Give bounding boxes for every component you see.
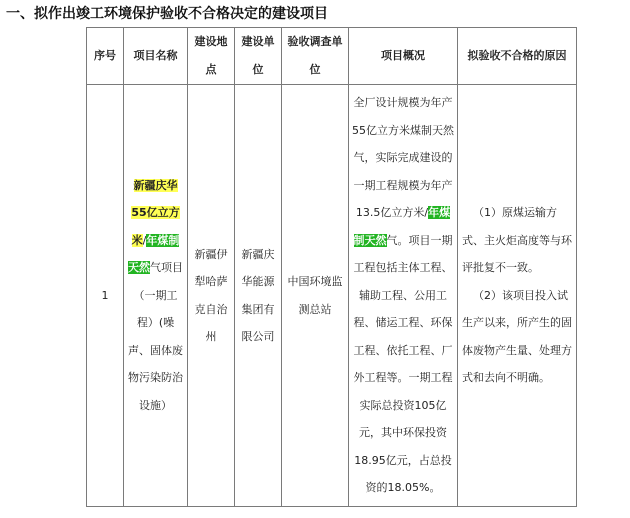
highlight-yellow-text: 新疆庆华55亿立方米 [131,178,180,247]
reason-2: （2）该项目投入试生产以来，所产生的固体废物产生量、处理方式和去向不明确。 [462,288,572,385]
header-project-name: 项目名称 [124,28,188,85]
table-row [87,85,577,507]
header-builder: 建设单位 [235,28,282,85]
cell-builder: 新疆庆华能源集团有限公司 [235,85,282,507]
cell-project-name [124,85,188,507]
overview-text-2: 气。项目一期工程包括主体工程、辅助工程、公用工程、储运工程、环保工程、依托工程、厂外工程等。一期工程实际总投资105亿元，其中环保投资18.95亿元，占总投资的18.05%。 [353,233,453,495]
cell-overview [349,85,458,507]
highlight-green-text: 年煤制天然 [128,233,180,275]
table-header-row [87,28,577,85]
reason-1: （1）原煤运输方式、主火炬高度等与环评批复不一致。 [462,206,572,275]
header-index: 序号 [87,28,124,85]
overview-text-1: 全厂设计规模为年产55亿立方米煤制天然气，实际完成建设的一期工程规模为年产13.5亿立方米/ [352,96,454,220]
cell-location: 新疆伊犁哈萨克自治州 [188,85,235,507]
header-location: 建设地点 [188,28,235,85]
section-heading: 一、拟作出竣工环境保护验收不合格决定的建设项目 [6,6,328,22]
cell-inspector: 中国环境监测总站 [282,85,349,507]
cell-reasons [458,85,577,507]
slash-text: / [142,233,147,247]
cell-index: 1 [87,85,124,507]
project-name-rest: 气项目（一期工程）(噪声、固体废物污染防治设施） [128,261,183,412]
header-inspector: 验收调查单位 [282,28,349,85]
header-reasons: 拟验收不合格的原因 [458,28,577,85]
highlight-green-text: 年煤制天然 [353,206,451,247]
projects-table [86,27,577,507]
header-overview: 项目概况 [349,28,458,85]
